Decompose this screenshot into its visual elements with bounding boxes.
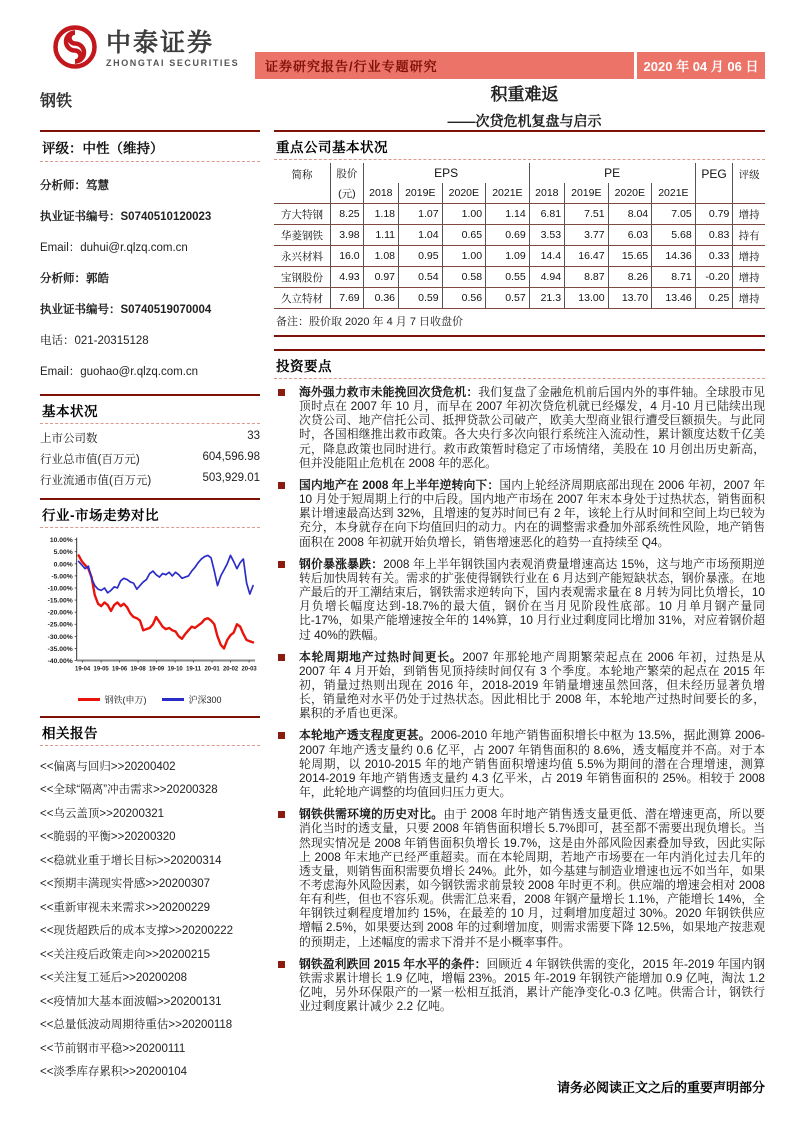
col-group-eps: EPS <box>363 163 529 183</box>
svg-text:20-01: 20-01 <box>204 666 220 673</box>
cell-eps: 0.65 <box>442 225 486 246</box>
col-year: 2019E <box>399 183 443 204</box>
cell-pe: 8.26 <box>608 267 652 288</box>
analyst-phone: 电话：021-20315128 <box>40 335 149 347</box>
svg-text:20-03: 20-03 <box>241 666 257 673</box>
trend-header: 行业-市场走势对比 <box>40 500 260 528</box>
svg-text:-20.00%: -20.00% <box>47 609 73 617</box>
svg-text:-10.00%: -10.00% <box>47 585 73 593</box>
cell-eps: 1.11 <box>363 225 398 246</box>
cell-price: 7.69 <box>331 288 364 309</box>
analyst-name: 分析师：郭皓 <box>40 273 109 285</box>
cell-price: 16.0 <box>331 246 364 267</box>
bullet-title: 本轮地产透支程度更甚。 <box>299 728 431 743</box>
report-item: <<疫情加大基本面波幅>>20200131 <box>40 995 222 1008</box>
cell-eps: 0.58 <box>442 267 486 288</box>
rating-label: 评级：中性（维持） <box>40 132 260 162</box>
col-year: 2018 <box>363 183 398 204</box>
legend-label-steel: 钢铁(申万) <box>104 695 147 705</box>
cell-name: 宝钢股份 <box>281 271 323 284</box>
basics-row <box>40 430 260 446</box>
brand-name-en: ZHONGTAI SECURITIES <box>106 58 240 68</box>
cell-eps: 0.69 <box>486 225 530 246</box>
bullet-title: 钢铁供需环境的历史对比。 <box>299 807 444 822</box>
svg-text:5.00%: 5.00% <box>53 549 73 557</box>
rating-section <box>40 130 260 379</box>
table-note: 备注：股价取 2020 年 4 月 7 日收盘价 <box>276 316 464 328</box>
cell-pe: 13.46 <box>652 288 696 309</box>
footer-disclaimer: 请务必阅读正文之后的重要声明部分 <box>556 1080 765 1095</box>
svg-text:19-09: 19-09 <box>149 666 165 673</box>
analyst-email: Email：duhui@r.qlzq.com.cn <box>40 242 188 254</box>
col-year: 2021E <box>652 183 696 204</box>
bullet-square-icon <box>278 561 285 568</box>
industry-label: 钢铁 <box>40 93 73 110</box>
cell-eps: 0.55 <box>486 267 530 288</box>
brand-name-cn: 中泰证券 <box>106 29 215 57</box>
bullet-square-icon <box>278 389 285 396</box>
bullet-square-icon <box>278 732 285 739</box>
cell-pe: 21.3 <box>529 288 564 309</box>
list-item <box>274 478 765 549</box>
cell-pe: 3.53 <box>529 225 564 246</box>
report-item: <<全球“隔离”冲击需求>>20200328 <box>40 784 218 796</box>
list-item <box>274 557 765 642</box>
left-sidebar <box>40 130 260 1089</box>
cell-eps: 1.18 <box>363 204 398 225</box>
cell-price: 4.93 <box>331 267 364 288</box>
report-item: <<预期丰满现实骨感>>20200307 <box>40 878 211 890</box>
report-item: <<偏离与回归>>20200402 <box>40 760 176 773</box>
col-year: 2018 <box>529 183 564 204</box>
trend-chart <box>40 528 260 706</box>
cell-pe: 5.68 <box>652 225 696 246</box>
bullet-square-icon <box>278 961 285 968</box>
cell-rating: 增持 <box>733 267 765 288</box>
col-peg: PEG <box>695 163 733 204</box>
report-item: <<总量低波动周期待重估>>20200118 <box>40 1019 233 1031</box>
cell-eps: 0.97 <box>363 267 398 288</box>
cell-eps: 0.54 <box>399 267 443 288</box>
report-title: 积重难返 <box>490 85 559 104</box>
report-item: <<现货超跌后的成本支撑>>20200222 <box>40 925 234 937</box>
report-date: 2020 年 04 月 06 日 <box>637 52 765 79</box>
table-row <box>274 267 765 288</box>
list-item <box>274 728 765 799</box>
reports-header: 相关报告 <box>40 718 260 746</box>
cell-eps: 0.36 <box>363 288 398 309</box>
cell-pe: 6.81 <box>529 204 564 225</box>
table-row <box>274 204 765 225</box>
report-item: <<脆弱的平衡>>20200320 <box>40 831 176 843</box>
report-item: <<重新审视未来需求>>20200229 <box>40 901 211 914</box>
cell-eps: 1.08 <box>363 246 398 267</box>
cell-peg: 0.79 <box>695 204 733 225</box>
svg-text:-5.00%: -5.00% <box>51 573 73 581</box>
cell-eps: 0.57 <box>486 288 530 309</box>
report-item: <<稳就业重于增长目标>>20200314 <box>40 854 222 867</box>
cell-eps: 1.00 <box>442 246 486 267</box>
cell-pe: 14.4 <box>529 246 564 267</box>
cell-eps: 1.07 <box>399 204 443 225</box>
report-item: <<乌云盖顶>>20200321 <box>40 807 165 820</box>
report-subtitle: ——次贷危机复盘与启示 <box>447 113 602 129</box>
report-type-label: 证券研究报告/行业专题研究 <box>255 52 634 79</box>
companies-header: 重点公司基本状况 <box>274 132 765 160</box>
bullet-square-icon <box>278 482 285 489</box>
cell-name: 永兴材料 <box>281 250 323 263</box>
cell-name: 方大特钢 <box>281 208 323 221</box>
svg-text:-30.00%: -30.00% <box>47 633 73 641</box>
companies-table <box>274 163 765 309</box>
chart-legend <box>40 693 260 706</box>
legend-swatch-steel <box>78 698 100 701</box>
bullet-title: 钢铁盈利跌回 2015 年水平的条件： <box>299 956 487 971</box>
basics-section <box>40 394 260 488</box>
col-year: 2019E <box>565 183 609 204</box>
svg-text:19-05: 19-05 <box>93 666 109 673</box>
svg-text:19-11: 19-11 <box>186 666 202 673</box>
legend-swatch-csi300 <box>162 698 184 701</box>
cell-rating: 增持 <box>733 288 765 309</box>
analyst-email: Email：guohao@r.qlzq.com.cn <box>40 366 199 378</box>
cell-rating: 增持 <box>733 204 765 225</box>
highlights-header: 投资要点 <box>274 351 765 379</box>
svg-text:10.00%: 10.00% <box>49 537 73 545</box>
report-item: <<关注复工延后>>20200208 <box>40 972 188 984</box>
bullet-body: 2007 年那轮地产周期繁荣起点在 2006 年初，过热是从 2007 年 4 月开始，到销售见顶持续时间仅有 3 个季度。本轮地产繁荣的起点在 2015 年初，销量过热则出现在 2016 年，2018-2019 年销量增速虽然回落，但未经历显著负增长，销量绝对水平仍处于过热状态。因此相比于 2008 年，本轮地产过热时间要长的多，累积的矛盾也更深。 <box>299 649 765 721</box>
list-item <box>274 385 765 470</box>
cell-eps: 1.00 <box>442 204 486 225</box>
basics-label: 上市公司数 <box>40 433 98 445</box>
cell-pe: 6.03 <box>608 225 652 246</box>
svg-text:19-10: 19-10 <box>167 666 183 673</box>
trend-chart-svg <box>40 534 260 686</box>
page-header <box>40 22 765 130</box>
report-item: <<关注疫后政策走向>>20200215 <box>40 948 211 961</box>
bullet-body: 由于 2008 年时地产销售透支量更低、潜在增速更高，所以要消化当时的透支量，只要 2008 年销售面积增长 5.7%即可，甚至都不需要出现负增长。当然现实情况是 2008 年销售面积负增长 19.7%，这是由外部风险因素叠加导致，因此实际上 2008 年末地产已经严重超卖。而在本轮周期，若地产市场要在一年内消化过去几年的透支量，则销售面积需要负增长 24%。此外，如今基建与制造业增速也远不如当年，如果不考虑海外风险因素，如今钢铁需求前景较 2008 年时更不利。供应端的增速会相对 2008 年有利些，但也不容乐观。供需汇总来看，2008 年钢产量增长 1.1%，产能增长 14%，全年钢铁过剩程度增加约 15%，在最差的 10 月，过剩增加度超过 30%。2020 年钢铁供应增幅 2.5%，如果要达到 2008 年的过剩增加度，则需求需要下降 12.5%，如果地产按悲观的预期走，上述幅度的需求下滑并不是小概率事件。 <box>299 807 765 949</box>
svg-text:-35.00%: -35.00% <box>47 645 73 653</box>
basics-row <box>40 472 260 488</box>
cell-eps: 1.09 <box>486 246 530 267</box>
cell-peg: 0.83 <box>695 225 733 246</box>
cell-name: 久立特材 <box>281 292 323 305</box>
cell-pe: 13.70 <box>608 288 652 309</box>
basics-row <box>40 451 260 467</box>
bullet-title: 本轮周期地产过热时间更长。 <box>299 649 463 664</box>
svg-text:-40.00%: -40.00% <box>47 658 73 666</box>
section-divider <box>274 335 765 337</box>
basics-header: 基本状况 <box>40 396 260 424</box>
cell-pe: 8.71 <box>652 267 696 288</box>
cell-price: 3.98 <box>331 225 364 246</box>
svg-text:19-08: 19-08 <box>130 666 146 673</box>
col-rating: 评级 <box>733 163 765 204</box>
bullet-square-icon <box>278 811 285 818</box>
highlights-list <box>274 379 765 1013</box>
col-price-unit: (元) <box>331 183 364 204</box>
cell-eps: 0.56 <box>442 288 486 309</box>
cell-pe: 3.77 <box>565 225 609 246</box>
cell-pe: 14.36 <box>652 246 696 267</box>
table-row <box>274 288 765 309</box>
col-year: 2020E <box>442 183 486 204</box>
svg-text:20-02: 20-02 <box>223 666 239 673</box>
main-content <box>274 130 765 1089</box>
col-group-pe: PE <box>529 163 695 183</box>
cell-eps: 0.95 <box>399 246 443 267</box>
report-item: <<淡季库存累积>>20200104 <box>40 1066 188 1078</box>
zhongtai-logo-icon <box>52 24 98 75</box>
cell-pe: 8.87 <box>565 267 609 288</box>
list-item <box>274 807 765 949</box>
cell-pe: 4.94 <box>529 267 564 288</box>
analyst-license: 执业证书编号：S0740519070004 <box>40 304 212 316</box>
report-item: <<节前钢市平稳>>20200111 <box>40 1042 186 1055</box>
svg-text:0.00%: 0.00% <box>53 561 73 569</box>
analyst-name: 分析师：笃慧 <box>40 180 109 192</box>
cell-eps: 1.04 <box>399 225 443 246</box>
table-row <box>274 246 765 267</box>
related-reports-list <box>40 746 260 1079</box>
bullet-body: 国内上轮经济周期底部出现在 2006 年初，2007 年 10 月处于短周期上行的中后段。国内地产市场在 2007 年末本身处于过热状态，销售面积累计增速最高达到 32%，且增速的复苏时间已有 2 年，该轮上行从时间和空间上均已较为充分，本身就存在向下均值回归的动力。内在的调整需求叠加外部系统性风险，地产销售面积在 2008 年初就开始负增长，销售增速恶化的趋势一直持续至 Q4。 <box>299 477 765 549</box>
cell-price: 8.25 <box>331 204 364 225</box>
list-item <box>274 957 765 1014</box>
bullet-body: 2008 年上半年钢铁国内表观消费量增速高达 15%，这与地产市场预期逆转后加快周转有关。需求的扩张使得钢铁行业在 6 月达到产能短缺状态，钢价暴涨。在地产最后的开工潮结束后，钢铁需求逆转向下，国内表观需求量在 8 月转为同比负增长，10 月负增长幅度达到-18.7%的最大值，钢价在当月见阶段性底部。10 月单月钢产量同比-17%，如果产能增速按全年的 14%算，10 月行业过剩度同比增加 31%，对应着钢价超过 40%的跌幅。 <box>299 556 765 642</box>
companies-section <box>274 130 765 337</box>
bullet-square-icon <box>278 654 285 661</box>
cell-pe: 8.04 <box>608 204 652 225</box>
cell-pe: 7.05 <box>652 204 696 225</box>
report-type-banner <box>255 52 765 79</box>
brand-logo <box>52 24 239 75</box>
table-row <box>274 225 765 246</box>
col-name: 简称 <box>291 169 313 181</box>
bullet-title: 钢价暴涨暴跌： <box>299 556 384 571</box>
cell-peg: 0.33 <box>695 246 733 267</box>
analyst-license: 执业证书编号：S0740510120023 <box>40 211 212 223</box>
bullet-body: 2006-2010 年地产销售面积增长中枢为 13.5%，据此测算 2006-2007 年地产透支量约 0.6 亿平，占 2007 年销售面积的 8.6%，透支幅度并不高。对于本轮周期，以 2010-2015 年的地产销售面积增速均值 5.5%为期间的潜在合理增速，测算 2014-2019 年地产销售透支量约 4.3 亿平米，占 2019 年销售面积的 25%。相较于 2008 年，此轮地产调整的均值回归压力更大。 <box>299 728 765 800</box>
svg-text:19-06: 19-06 <box>112 666 128 673</box>
cell-pe: 15.65 <box>608 246 652 267</box>
cell-eps: 0.59 <box>399 288 443 309</box>
cell-peg: 0.25 <box>695 288 733 309</box>
cell-pe: 16.47 <box>565 246 609 267</box>
svg-text:19-04: 19-04 <box>75 666 91 673</box>
basics-label: 行业流通市值(百万元) <box>40 475 152 487</box>
basics-value: 503,929.01 <box>202 472 260 484</box>
cell-name: 华菱钢铁 <box>281 229 323 242</box>
legend-label-csi300: 沪深300 <box>188 695 222 705</box>
cell-rating: 增持 <box>733 246 765 267</box>
cell-rating: 持有 <box>733 225 765 246</box>
bullet-title: 国内地产在 2008 年上半年逆转向下： <box>299 477 500 492</box>
cell-eps: 1.14 <box>486 204 530 225</box>
bullet-body: 回顾近 4 年钢铁供需的变化，2015 年-2019 年国内钢铁需求累计增长 1.9 亿吨，增幅 23%。2015 年-2019 年钢铁产能增加 0.9 亿吨，淘汰 1.2 亿吨，另外环保限产的一紧一松相互抵消，累计产能净变化-0.3 亿吨。供需合计，钢铁行业过剩度累计减少 2.2 亿吨。 <box>299 956 765 1014</box>
col-year: 2020E <box>608 183 652 204</box>
analyst-contacts <box>40 177 260 379</box>
trend-section <box>40 498 260 706</box>
svg-text:-15.00%: -15.00% <box>47 597 73 605</box>
col-year: 2021E <box>486 183 530 204</box>
highlights-section <box>274 349 765 1013</box>
basics-value: 33 <box>247 430 260 442</box>
cell-pe: 13.00 <box>565 288 609 309</box>
basics-value: 604,596.98 <box>202 451 260 463</box>
bullet-title: 海外强力救市未能挽回次贷危机： <box>299 385 479 399</box>
list-item <box>274 650 765 721</box>
cell-peg: -0.20 <box>695 267 733 288</box>
col-price: 股价 <box>331 163 364 183</box>
reports-section <box>40 716 260 1079</box>
cell-pe: 7.51 <box>565 204 609 225</box>
svg-text:-25.00%: -25.00% <box>47 621 73 629</box>
basics-label: 行业总市值(百万元) <box>40 454 140 466</box>
bullet-body: 我们复盘了金融危机前后国内外的事件轴。全球股市见顶时点在 2007 年 10 月，而早在 2007 年初次贷危机就已经爆发，4 月-10 月已陆续出现次贷公司、地产信托公司、抵押贷款公司破产，欧美大型商业银行遭受巨额损失。与此同时，各国相继推出救市政策。各大央行多次向银行系统注入流动性，累计额度达数千亿美元，降息政策也同时进行。救市政策暂时稳定了市场情绪，美股在 10 月创出历史新高，但并没能阻止危机在 2008 年的恶化。 <box>299 385 765 470</box>
